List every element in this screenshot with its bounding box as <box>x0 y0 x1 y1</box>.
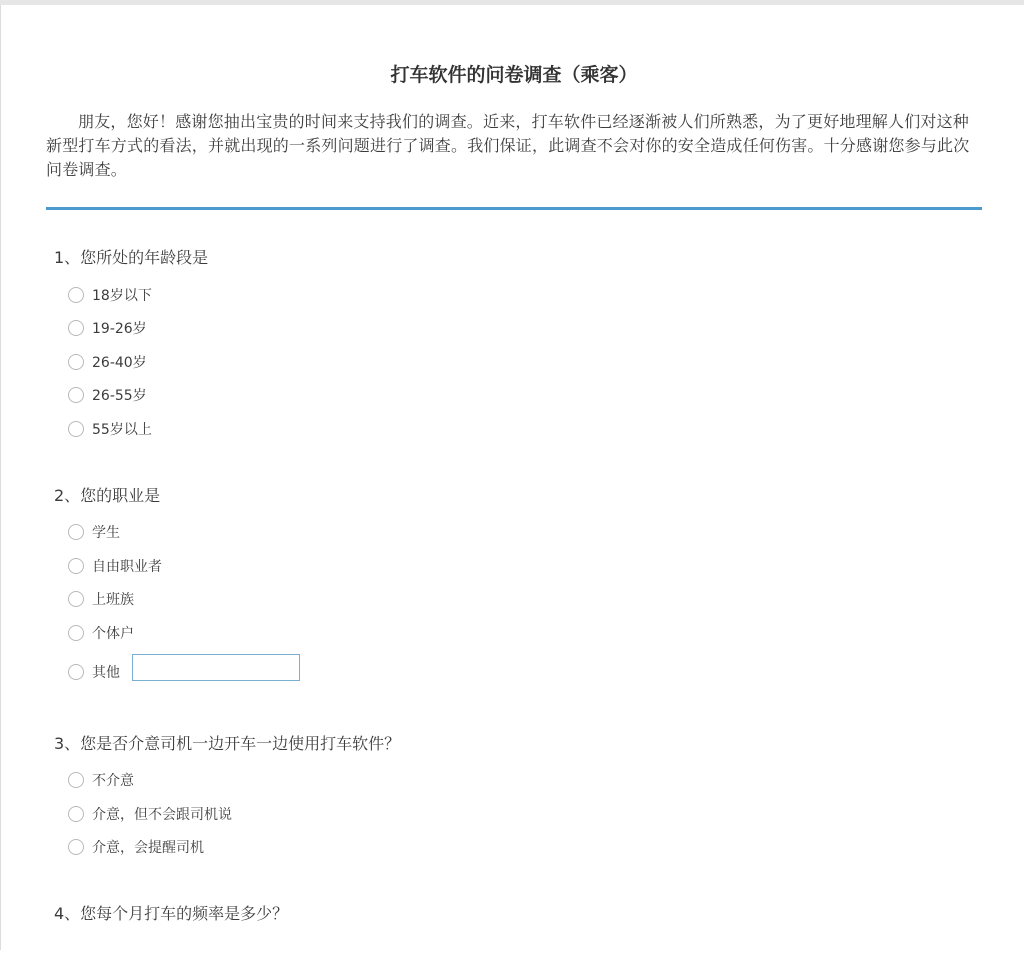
option-label: 26-40岁 <box>92 354 147 371</box>
option-26-55[interactable] <box>68 379 954 413</box>
radio-button[interactable] <box>68 839 84 855</box>
option-dont-mind[interactable] <box>68 764 954 798</box>
question-driver-phone <box>54 732 954 865</box>
option-label: 介意，但不会跟司机说 <box>92 806 232 823</box>
radio-button[interactable] <box>68 625 84 641</box>
page-title: 打车软件的问卷调查（乘客） <box>390 64 638 86</box>
question-frequency <box>54 902 954 926</box>
radio-button[interactable] <box>68 591 84 607</box>
radio-button[interactable] <box>68 772 84 788</box>
option-self-employed[interactable] <box>68 616 954 650</box>
radio-button[interactable] <box>68 320 84 336</box>
option-26-40[interactable] <box>68 345 954 379</box>
option-label: 学生 <box>92 525 120 542</box>
option-label: 26-55岁 <box>92 388 147 405</box>
option-label: 自由职业者 <box>92 558 162 575</box>
radio-button[interactable] <box>68 387 84 403</box>
radio-button[interactable] <box>68 558 84 574</box>
intro-text: 朋友，您好！感谢您抽出宝贵的时间来支持我们的调查。近来，打车软件已经逐渐被人们所熟悉，为了更好地理解人们对这种新型打车方式的看法，并就出现的一系列问题进行了调查。我们保证，此调查不会对你的安全造成任何伤害。十分感谢您参与此次问卷调查。 <box>46 112 970 179</box>
option-19-26[interactable] <box>68 312 954 346</box>
option-office-worker[interactable] <box>68 583 954 617</box>
question-list <box>54 246 954 964</box>
option-freelancer[interactable] <box>68 549 954 583</box>
option-label: 不介意 <box>92 773 134 790</box>
header-divider <box>46 207 982 210</box>
question-title: 1、您所处的年龄段是 <box>54 248 209 267</box>
question-occupation <box>54 484 954 694</box>
survey-header <box>46 62 982 182</box>
question-age <box>54 246 954 446</box>
option-label: 55岁以上 <box>92 421 152 438</box>
question-title: 2、您的职业是 <box>54 485 161 505</box>
radio-button[interactable] <box>68 806 84 822</box>
option-under-18[interactable] <box>68 278 954 312</box>
option-label: 介意，会提醒司机 <box>92 840 204 857</box>
option-over-55[interactable] <box>68 412 954 446</box>
radio-button[interactable] <box>68 524 84 540</box>
question-title: 3、您是否介意司机一边开车一边使用打车软件？ <box>54 733 401 753</box>
option-label: 18岁以下 <box>92 287 152 304</box>
radio-button[interactable] <box>68 664 84 680</box>
top-bar <box>0 0 1024 5</box>
question-title: 4、您每个月打车的频率是多少？ <box>54 904 289 923</box>
radio-button[interactable] <box>68 421 84 437</box>
option-label: 个体户 <box>92 625 134 642</box>
option-mind-remind[interactable] <box>68 831 954 865</box>
option-student[interactable] <box>68 516 954 550</box>
left-border <box>0 5 1 950</box>
other-occupation-input[interactable] <box>132 654 300 681</box>
option-label: 其他 <box>92 664 120 681</box>
option-label: 上班族 <box>92 592 134 609</box>
radio-button[interactable] <box>68 287 84 303</box>
option-other[interactable] <box>68 650 954 694</box>
option-label: 19-26岁 <box>92 321 147 338</box>
radio-button[interactable] <box>68 354 84 370</box>
option-mind-silent[interactable] <box>68 797 954 831</box>
